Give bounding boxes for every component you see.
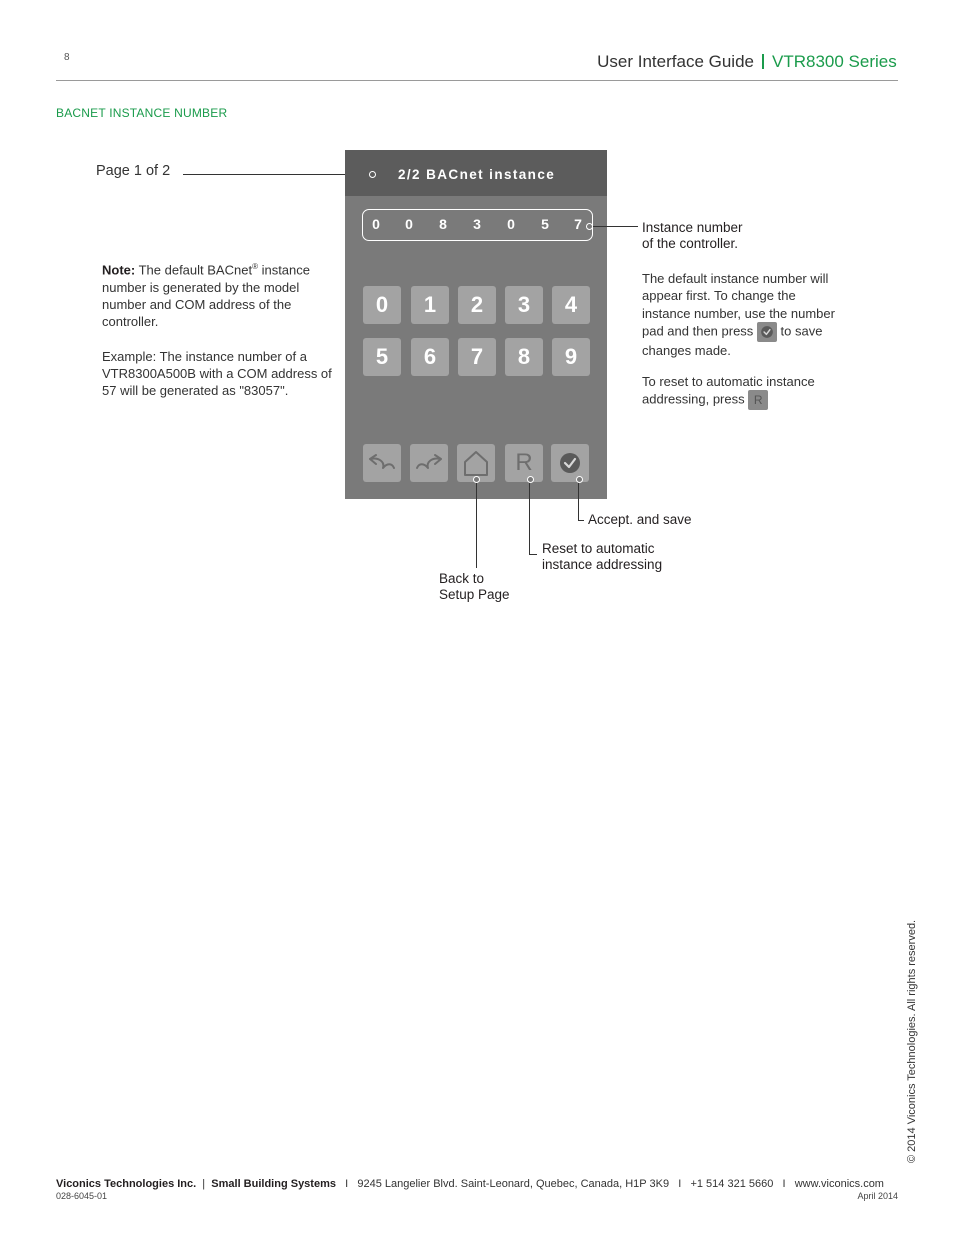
instance-leader [593,226,638,227]
thermostat-screen [345,150,607,499]
redo-button[interactable] [410,444,448,482]
page-label-anchor-dot [369,171,376,178]
note-example: Example: The instance number of a VTR8300A500B with a COM address of 57 will be generated as "83057". [102,348,332,399]
home-anchor-dot [473,476,480,483]
accept-save-button[interactable] [551,444,589,482]
instance-digit: 3 [473,216,481,232]
reset-mini-icon: R [748,390,768,410]
header-rule [56,80,898,81]
keypad-key-2[interactable]: 2 [458,286,496,324]
keypad-key-8[interactable]: 8 [505,338,543,376]
instance-digit: 7 [574,216,582,232]
instance-digit: 0 [405,216,413,232]
redo-icon [414,452,444,474]
screen-title: 2/2 BACnet instance [398,167,556,182]
page-number: 8 [64,52,70,63]
default-info-text [642,270,842,359]
reset-auto-button[interactable] [505,444,543,482]
instance-number-callout: Instance number of the controller. [642,220,743,251]
footer-address: I 9245 Langelier Blvd. Saint-Leonard, Quebec, Canada, H1P 3K9 I +1 514 321 5660 I www.viconics.com [335,1178,884,1190]
reset-leader-h [529,554,537,555]
guide-title: User Interface Guide [597,52,754,71]
keypad-key-0[interactable]: 0 [363,286,401,324]
keypad-key-6[interactable]: 6 [411,338,449,376]
keypad-key-9[interactable]: 9 [552,338,590,376]
page-label-leader [183,174,371,175]
back-leader-v [476,483,477,568]
doc-number: 028-6045-01 [56,1191,108,1201]
keypad-key-1[interactable]: 1 [411,286,449,324]
registered-mark: ® [252,262,258,271]
reset-auto-callout: Reset to automatic instance addressing [542,541,663,572]
series-title: VTR8300 Series [772,52,897,71]
home-icon [461,449,491,477]
page-label: Page 1 of 2 [96,163,171,179]
accept-leader-h [578,520,584,521]
copyright-notice: © 2014 Viconics Technologies. All rights reserved. [906,919,918,1163]
back-setup-callout: Back to Setup Page [439,571,510,602]
instance-digit: 5 [541,216,549,232]
reset-leader-v [529,483,530,554]
keypad-key-5[interactable]: 5 [363,338,401,376]
accept-save-callout: Accept. and save [588,512,692,527]
note-text-1: The default BACnet [135,262,253,278]
default-info-part2: to save changes made. [642,323,823,358]
keypad-key-7[interactable]: 7 [458,338,496,376]
note-block [102,258,342,416]
reset-r-icon: R [515,449,533,476]
footer-company: Viconics Technologies Inc. [56,1178,197,1190]
accept-anchor-dot [576,476,583,483]
header-separator [762,54,764,69]
instance-digit: 8 [439,216,447,232]
footer-sep: | [196,1178,212,1190]
check-icon [558,451,582,475]
footer-date: April 2014 [857,1191,898,1201]
note-text-2: instance number is generated by the model number and COM address of the controller. [102,262,311,330]
keypad-key-3[interactable]: 3 [505,286,543,324]
instance-anchor-dot [586,223,593,230]
default-info-part1: The default instance number will appear first. To change the instance number, use the number pad and then press [642,271,835,339]
footer-division: Small Building Systems [211,1178,336,1190]
note-label: Note: [102,262,136,278]
reset-info-part: To reset to automatic instance addressing, press [642,374,815,407]
footer-line [56,1178,884,1190]
accept-leader-v [578,483,579,520]
keypad-key-4[interactable]: 4 [552,286,590,324]
accept-mini-icon [757,322,777,342]
undo-icon [367,452,397,474]
instance-digit: 0 [372,216,380,232]
undo-button[interactable] [363,444,401,482]
reset-info-text [642,373,832,410]
section-title: BACNET INSTANCE NUMBER [56,106,228,120]
screen-title-bar [345,150,607,196]
reset-anchor-dot [527,476,534,483]
instance-digit: 0 [507,216,515,232]
